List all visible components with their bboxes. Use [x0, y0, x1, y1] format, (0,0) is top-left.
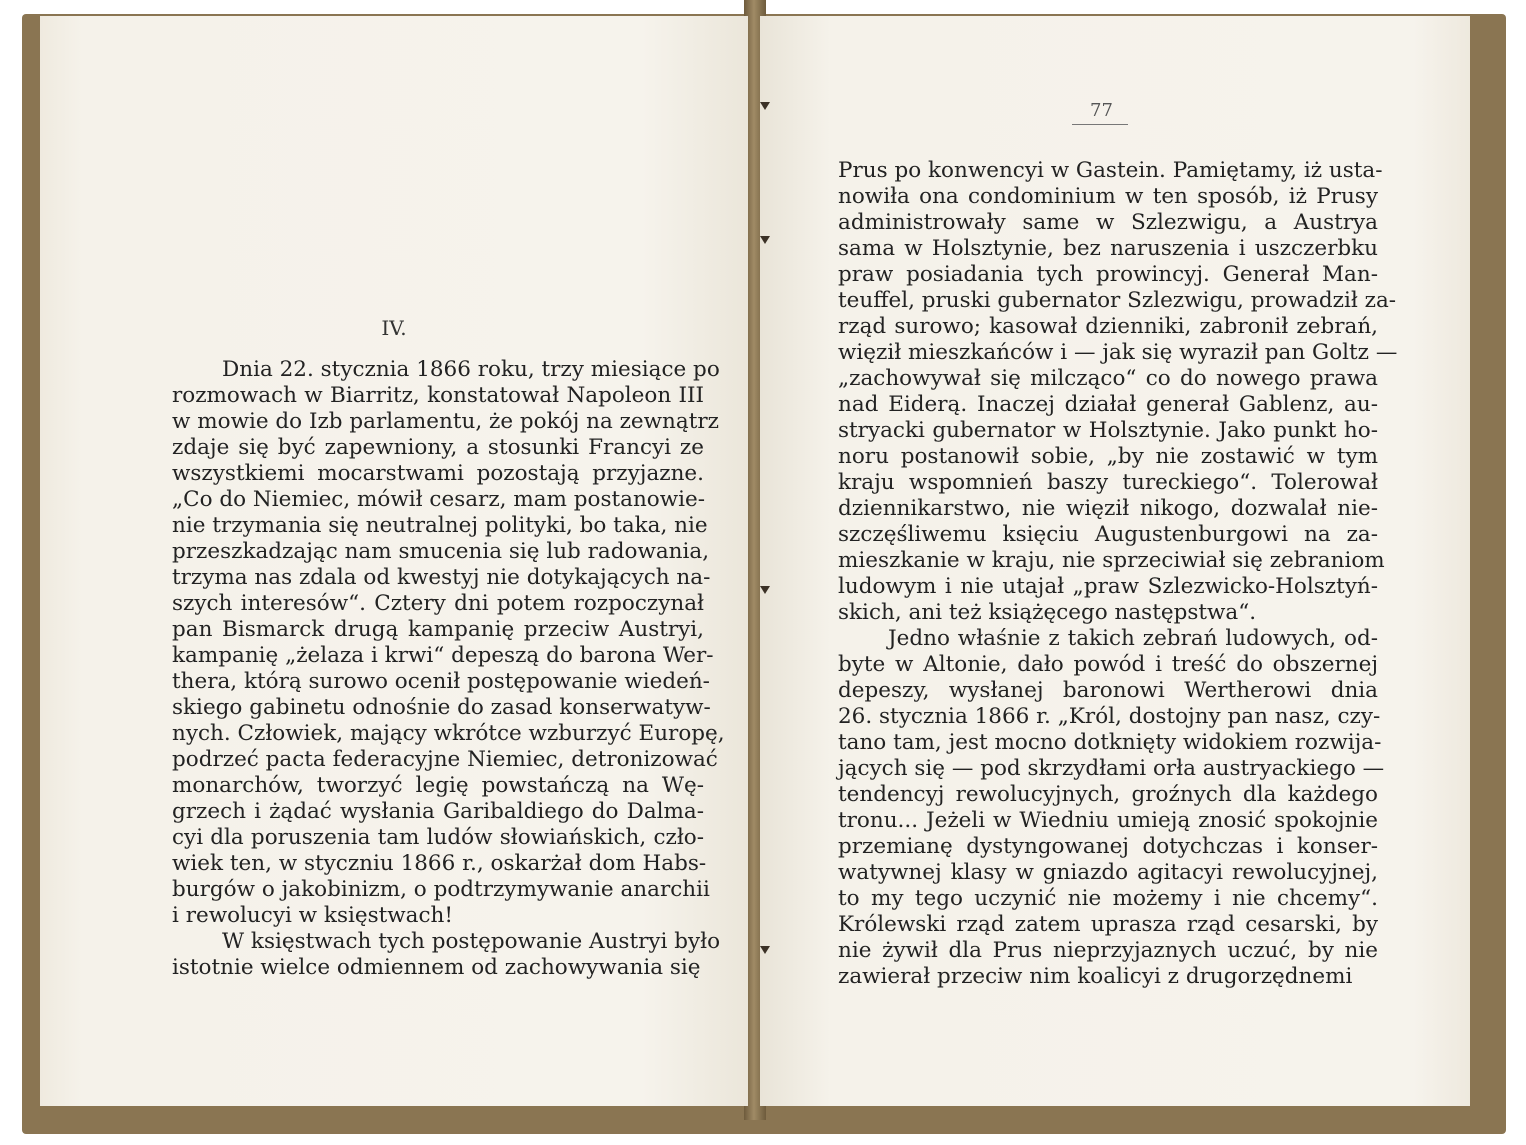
text-line: monarchów, tworzyć legię powstańczą na Wę-	[172, 773, 704, 798]
text-line: thera, którą surowo ocenił postępowanie wiedeń-	[172, 669, 710, 694]
text-line: grzech i żądać wysłania Garibaldiego do Dalma-	[172, 799, 704, 824]
right-page	[760, 16, 1470, 1106]
text-line: przeszkadzając nam smucenia się lub radowania,	[172, 539, 710, 564]
binding-stitch	[760, 946, 770, 954]
text-line: i rewolucyi w księstwach!	[172, 903, 454, 928]
text-line: praw posiadania tych prowincyj. Generał Man-	[838, 262, 1378, 287]
text-line: dziennikarstwo, nie więził nikogo, dozwalał nie-	[838, 496, 1378, 521]
text-line: Jedno właśnie z takich zebrań ludowych, od-	[888, 626, 1378, 651]
text-line: to my tego uczynić nie możemy i nie chcemy“.	[838, 886, 1378, 911]
text-line: cyi dla poruszenia tam ludów słowiańskich, czło-	[172, 825, 704, 850]
text-line: nie trzymania się neutralnej polityki, bo taka, nie	[172, 513, 708, 538]
text-line: „zachowywał się milcząco“ co do nowego prawa	[838, 366, 1378, 391]
text-line: sama w Holsztynie, bez naruszenia i uszczerbku	[838, 236, 1378, 261]
text-line: Dnia 22. stycznia 1866 roku, trzy miesiące po	[222, 357, 720, 382]
text-line: watywnej klasy w gniazdo agitacyi rewolucyjnej,	[838, 860, 1378, 885]
page-number: 77	[1090, 100, 1113, 121]
text-line: skich, ani też książęcego następstwa“.	[838, 600, 1257, 625]
chapter-heading: IV.	[381, 316, 407, 340]
text-line: Prus po konwencyi w Gastein. Pamiętamy, iż usta-	[838, 158, 1383, 183]
text-line: w mowie do Izb parlamentu, że pokój na zewnątrz	[172, 409, 719, 434]
binding-stitch	[760, 236, 770, 244]
text-line: burgów o jakobinizm, o podtrzymywanie anarchii	[172, 877, 710, 902]
text-line: rząd surowo; kasował dzienniki, zabronił zebrań,	[838, 314, 1378, 339]
binding-stitch	[760, 102, 770, 110]
right-page-text	[838, 158, 1398, 990]
text-line: nad Eiderą. Inaczej działał generał Gablenz, au-	[838, 392, 1378, 417]
text-line: istotnie wielce odmiennem od zachowywania się	[172, 955, 701, 980]
text-line: zawierał przeciw nim koalicyi z drugorzędnemi	[838, 964, 1353, 989]
text-line: tronu... Jeżeli w Wiedniu umieją znosić spokojnie	[838, 808, 1378, 833]
text-line: wiek ten, w styczniu 1866 r., oskarżał dom Habs-	[172, 851, 707, 876]
text-line: tendencyj rewolucyjnych, groźnych dla każdego	[838, 782, 1378, 807]
text-line: Królewski rząd zatem uprasza rząd cesarski, by	[838, 912, 1378, 937]
text-line: zdaje się być zapewniony, a stosunki Francyi ze	[172, 435, 704, 460]
text-line: „Co do Niemiec, mówił cesarz, mam postanowie-	[172, 487, 706, 512]
text-line: administrowały same w Szlezwigu, a Austrya	[838, 210, 1378, 235]
left-page-text	[172, 357, 725, 981]
text-line: podrzeć pacta federacyjne Niemiec, detronizować	[172, 747, 718, 772]
text-line: szczęśliwemu księciu Augustenburgowi na za-	[838, 522, 1378, 547]
text-line: pan Bismarck drugą kampanię przeciw Austryi,	[172, 617, 704, 642]
text-line: skiego gabinetu odnośnie do zasad konserwatyw-	[172, 695, 711, 720]
text-line: 26. stycznia 1866 r. „Król, dostojny pan nasz, czy-	[838, 704, 1381, 729]
text-line: mieszkanie w kraju, nie sprzeciwiał się zebraniom	[838, 548, 1385, 573]
text-line: przemianę dystyngowanej dotychczas i konser-	[838, 834, 1378, 859]
binding-stitch	[760, 586, 770, 594]
text-line: szych interesów“. Cztery dni potem rozpoczynał	[172, 591, 704, 616]
left-page	[40, 16, 748, 1106]
text-line: nych. Człowiek, mający wkrótce wzburzyć Europę,	[172, 721, 725, 746]
text-line: nie żywił dla Prus nieprzyjaznych uczuć, by nie	[838, 938, 1378, 963]
text-line: teuffel, pruski gubernator Szlezwigu, prowadził za-	[838, 288, 1397, 313]
text-line: stryacki gubernator w Holsztynie. Jako punkt ho-	[838, 418, 1378, 443]
text-line: ludowym i nie utajał „praw Szlezwicko-Holsztyń-	[838, 574, 1378, 599]
text-line: noru postanowił sobie, „by nie zostawić w tym	[838, 444, 1378, 469]
page-number-rule	[1072, 124, 1128, 125]
text-line: nowiła ona condominium w ten sposób, iż Prusy	[838, 184, 1378, 209]
text-line: trzyma nas zdala od kwestyj nie dotykających na-	[172, 565, 711, 590]
text-line: rozmowach w Biarritz, konstatował Napoleon III	[172, 383, 704, 408]
text-line: jących się — pod skrzydłami orła austryackiego —	[838, 756, 1385, 781]
text-line: kampanię „żelaza i krwi“ depeszą do barona Wer-	[172, 643, 714, 668]
text-line: kraju wspomnień baszy tureckiego“. Tolerował	[838, 470, 1378, 495]
text-line: wszystkiemi mocarstwami pozostają przyjazne.	[172, 461, 704, 486]
text-line: tano tam, jest mocno dotknięty widokiem rozwija-	[838, 730, 1382, 755]
text-line: W księstwach tych postępowanie Austryi było	[222, 929, 721, 954]
text-line: depeszy, wysłanej baronowi Wertherowi dnia	[838, 678, 1378, 703]
text-line: byte w Altonie, dało powód i treść do obszernej	[838, 652, 1378, 677]
text-line: więził mieszkańców i — jak się wyraził pan Goltz —	[838, 340, 1398, 365]
